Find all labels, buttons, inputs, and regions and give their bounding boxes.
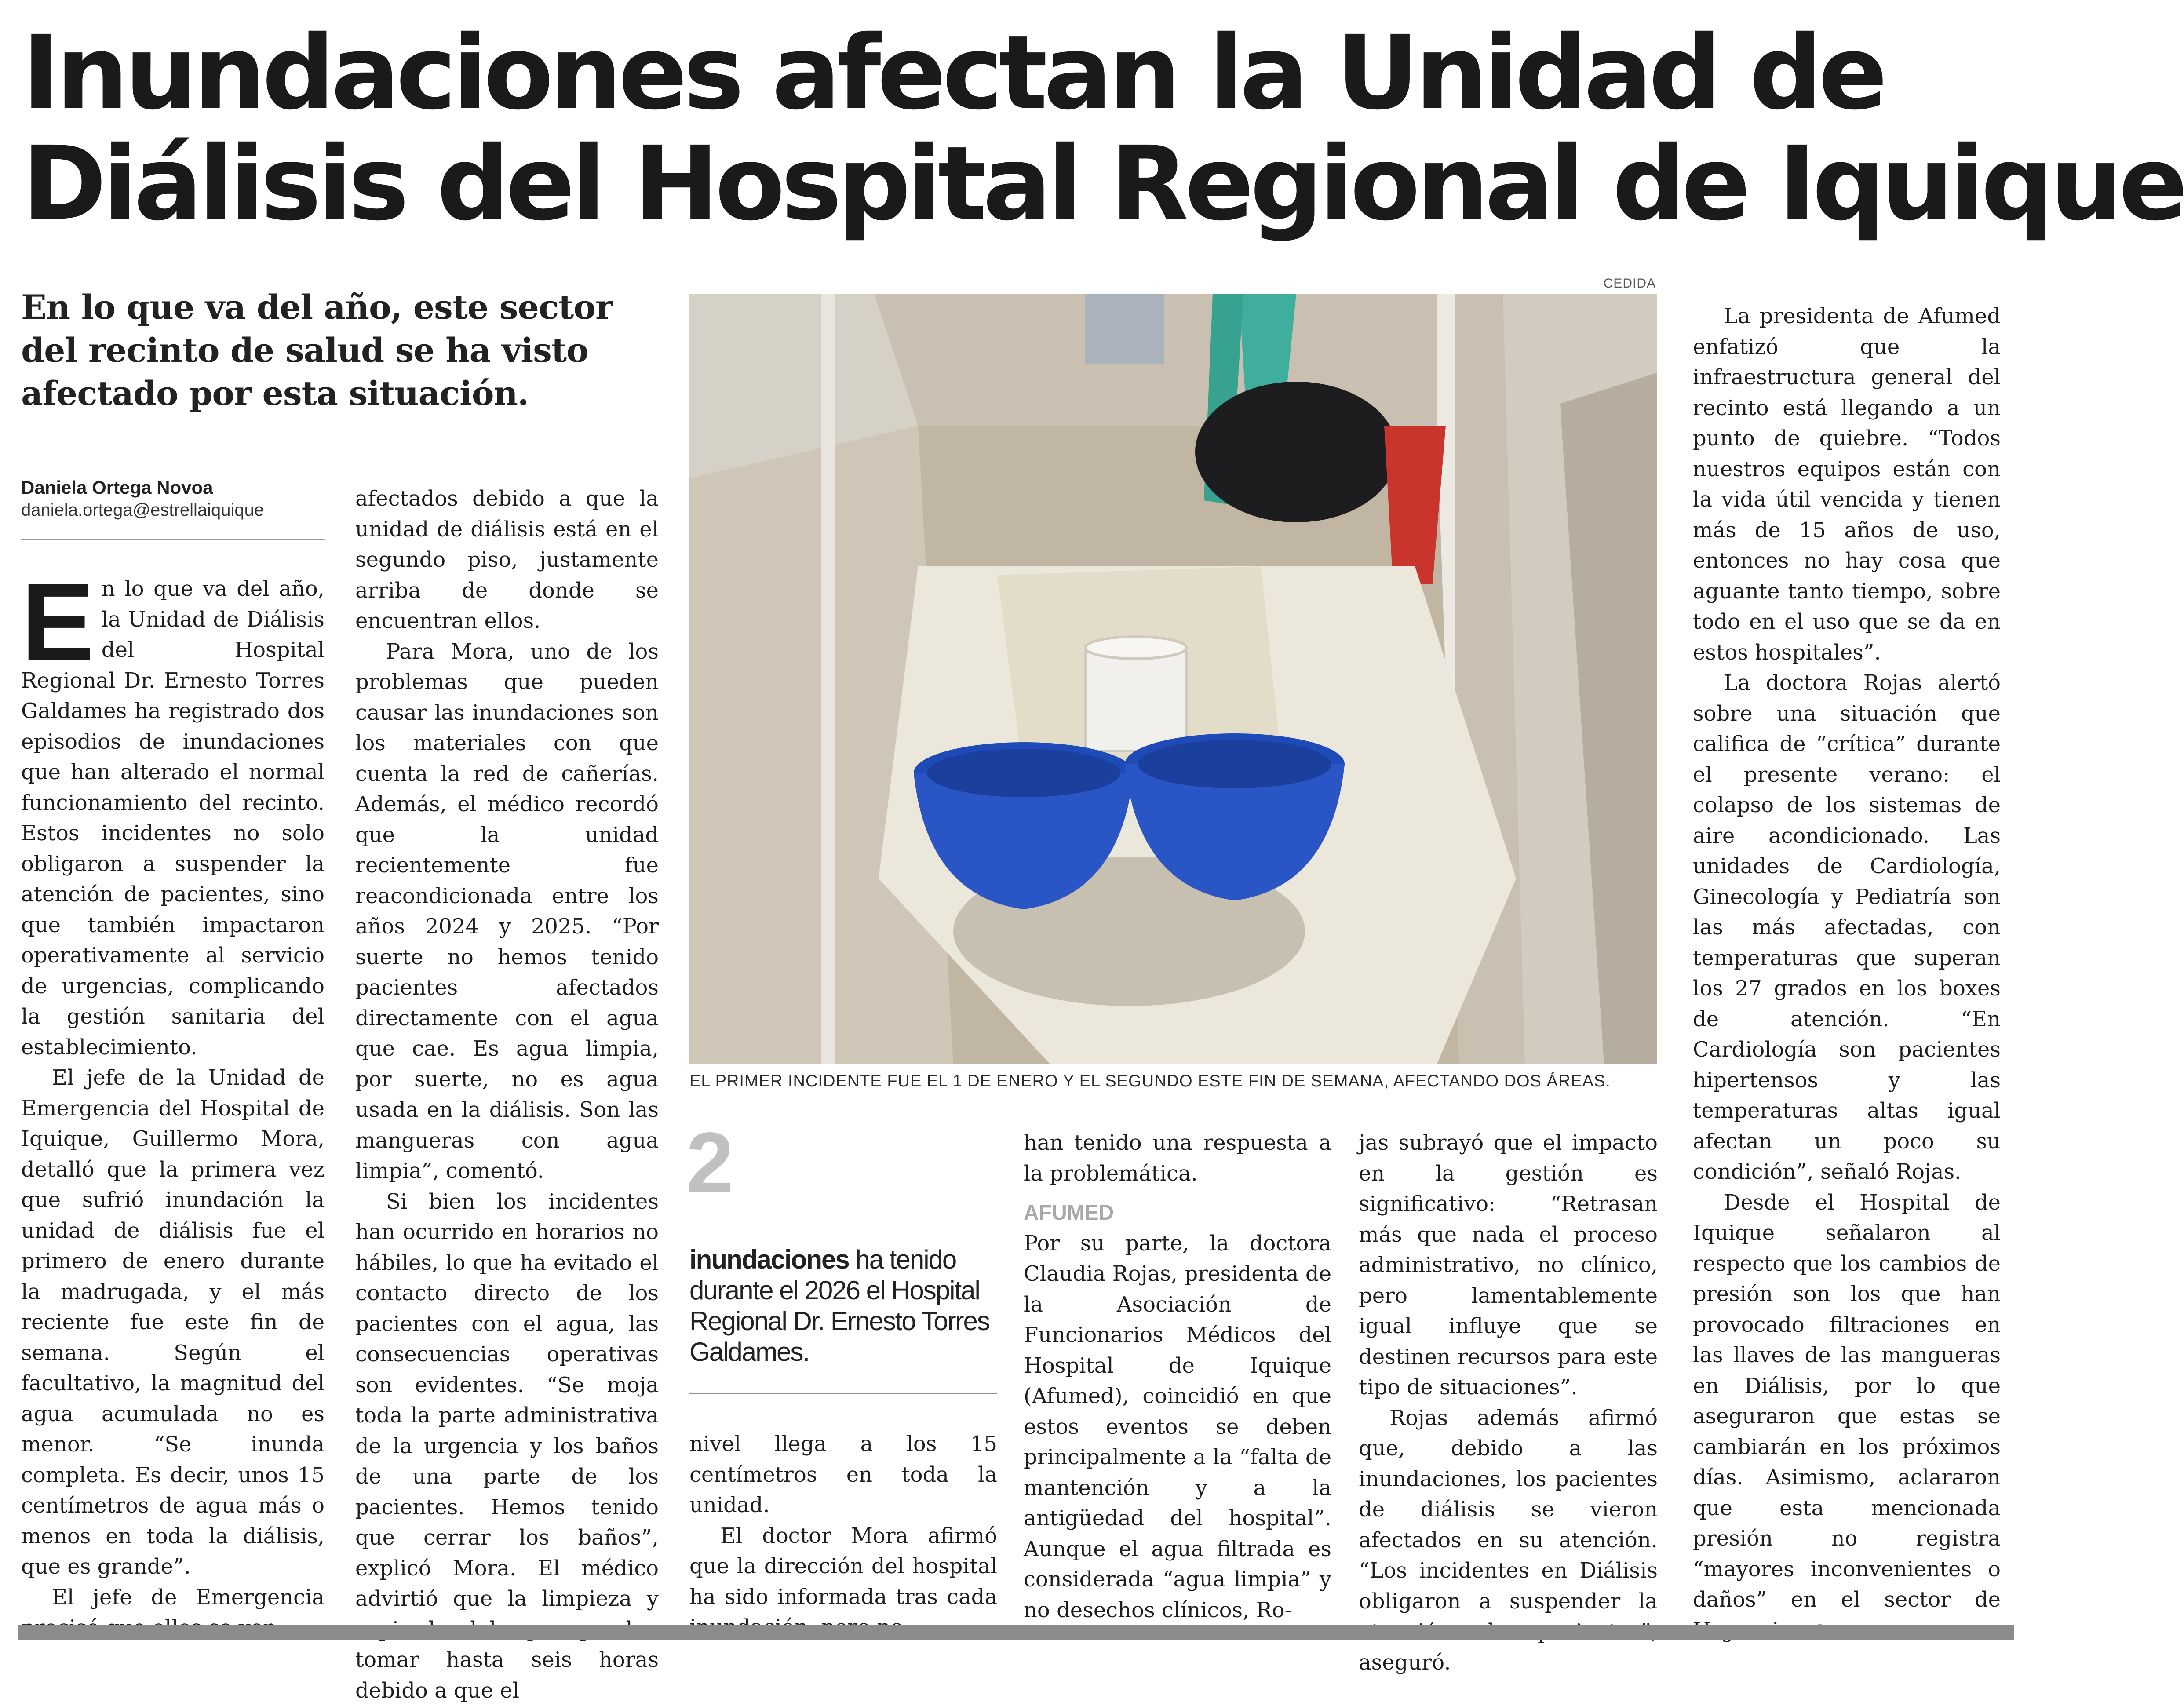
paragraph-text: n lo que va del año, la Unidad de Diálisis del Hospital Regional Dr. Ernesto Torres Galdames ha registrado dos episodios de inundaciones que han alterado el normal funcionamiento del recinto. Estos incidentes no solo obligaron a suspender la atención de pacientes, sino que también impactaron operativamente al servicio de urgencias, complicando la gestión sanitaria del establecimiento. bbox=[21, 576, 325, 1060]
flooded-hallway-photo bbox=[689, 294, 1657, 1064]
headline-line-2: Diálisis del Hospital Regional de Iquique bbox=[22, 128, 2009, 239]
article-paragraph: afectados debido a que la unidad de diálisis está en el segundo piso, justamente arriba de donde se encuentran ellos. bbox=[355, 484, 659, 637]
article-paragraph: Por su parte, la doctora Claudia Rojas, presidenta de la Asociación de Funcionarios Médicos del Hospital de Iquique (Afumed), coincidió en que estos eventos se deben principalmente a la “falta de mantención y a la antigüedad del hospital”. Aunque el agua filtrada es considerada “agua limpia” y no desechos clínicos, Ro- bbox=[1024, 1228, 1331, 1626]
dropcap: E bbox=[21, 574, 95, 665]
deck-subtitle: En lo que va del año, este sector del recinto de salud se ha visto afectado por esta situación. bbox=[21, 286, 672, 415]
article-column-4 bbox=[1024, 1128, 1331, 1622]
article-paragraph: Si bien los incidentes han ocurrido en horarios no hábiles, lo que ha evitado el contacto directo de los pacientes con el agua, las consecuencias operativas son evidentes. “Se moja toda la parte administrativa de la urgencia y los baños de una parte de los pacientes. Hemos tenido que cerrar los baños”, explicó Mora. El médico advirtió que la limpieza y tomar hasta seis horas debido a que el bbox=[355, 1187, 659, 1706]
article-photo bbox=[689, 294, 1657, 1064]
article-paragraph: Para Mora, uno de los problemas que pueden causar las inundaciones son los materiales con que cuenta la red de cañerías. Además, el médico recordó que la unidad recientemente fue reacondicionada entre los años 2024 y 2025. “Por suerte no hemos tenido pacientes afectados directamente con el agua que cae. Es agua limpia, por suerte, no es agua usada en la diálisis. Son las mangueras con agua limpia”, comentó. bbox=[355, 637, 659, 1187]
article-paragraph: nivel llega a los 15 centímetros en toda la unidad. bbox=[689, 1429, 997, 1521]
article-column-3 bbox=[689, 1429, 997, 1622]
section-subhead: AFUMED bbox=[1024, 1198, 1331, 1228]
headline bbox=[22, 18, 2009, 239]
stat-divider bbox=[689, 1393, 997, 1394]
photo-credit: CEDIDA bbox=[1570, 276, 1656, 291]
byline-email[interactable]: daniela.ortega@estrellaiquique bbox=[21, 500, 264, 520]
article-paragraph: La doctora Rojas alertó sobre una situación que califica de “crítica” durante el presente verano: el colapso de los sistemas de aire acondicionado. Las unidades de Cardiología, Ginecología y Pediatría son las más afectadas, con temperaturas que superan los 27 grados en los boxes de atención. “En Cardiología son pacientes hipertensos y las temperaturas altas igual afectan un poco su condición”, señaló Rojas. bbox=[1693, 668, 2001, 1188]
headline-line-1: Inundaciones afectan la Unidad de bbox=[22, 18, 2009, 128]
article-paragraph: Rojas además afirmó que, debido a las inundaciones, los pacientes de diálisis se vieron afectados en su atención. “Los incidentes en Diálisis obligaron a suspender la aseguró. bbox=[1359, 1403, 1658, 1678]
article-column-1 bbox=[21, 574, 325, 1620]
byline-divider bbox=[21, 539, 325, 540]
article-paragraph: El jefe de Emergencia bbox=[21, 1582, 325, 1644]
byline-author: Daniela Ortega Novoa bbox=[21, 477, 213, 498]
article-paragraph bbox=[21, 574, 325, 1063]
article-paragraph: La presidenta de Afumed enfatizó que la infraestructura general del recinto está llegando a un punto de quiebre. “Todos nuestros equipos están con la vida útil vencida y tienen más de 15 años de uso, entonces no hay cosa que aguante tanto tiempo, sobre todo en el uso que se da en estos hospitales”. bbox=[1693, 301, 2001, 668]
stat-emphasis: inundaciones bbox=[689, 1245, 849, 1274]
paragraph-text: Desde el Hospital de Iquique señalaron al respecto que los cambios de presión son los que han provocado filtraciones en las llaves de las mangueras en Diálisis, por lo que aseguraron que estas se cambiarán en los próximos días. Asimismo, aclararon que esta mencionada presión no registra “mayores inconvenientes o daños” en el sector de bbox=[1693, 1190, 2001, 1643]
bottom-rule bbox=[18, 1625, 2014, 1640]
article-paragraph bbox=[1693, 1188, 2001, 1646]
article-column-6 bbox=[1693, 301, 2001, 1622]
article-paragraph: El jefe de la Unidad de Emergencia del Hospital de Iquique, Guillermo Mora, detalló que la primera vez que sufrió inundación la unidad de diálisis fue el primero de enero durante la madrugada, y el más reciente fue este fin de semana. Según el facultativo, la magnitud del agua acumulada no es menor. “Se inunda completa. Es decir, unos 15 centímetros de agua más o menos en toda la diálisis, que es grande”. bbox=[21, 1063, 325, 1582]
photo-caption: EL PRIMER INCIDENTE FUE EL 1 DE ENERO Y EL SEGUNDO ESTE FIN DE SEMANA, AFECTANDO DOS ÁREAS. bbox=[689, 1072, 1657, 1091]
article-paragraph: han tenido una respuesta a la problemática. bbox=[1024, 1128, 1331, 1189]
article-column-5 bbox=[1359, 1128, 1658, 1622]
stat-number: 2 bbox=[686, 1119, 734, 1207]
stat-text: ha tenido durante el 2026 el Hospital Regional Dr. Ernesto Torres Galdames. bbox=[689, 1245, 989, 1367]
article-column-2 bbox=[355, 484, 659, 1620]
article-paragraph: El doctor Mora afirmó que la dirección del hospital ha sido informada tras cada bbox=[689, 1521, 997, 1643]
stat-description bbox=[689, 1244, 997, 1367]
article-paragraph: jas subrayó que el impacto en la gestión es significativo: “Retrasan más que nada el proceso administrativo, no clínico, pero lamentablemente igual influye que se destinen recursos para este tipo de situaciones”. bbox=[1359, 1128, 1658, 1403]
